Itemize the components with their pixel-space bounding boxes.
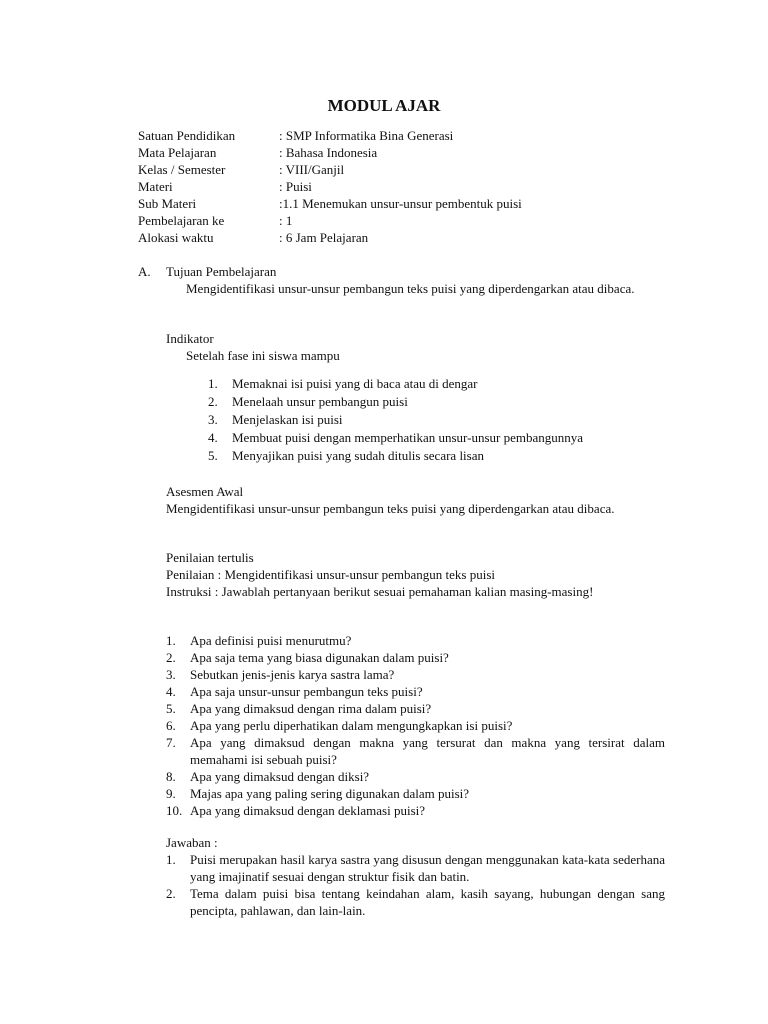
info-row [138, 195, 522, 212]
list-number: 4. [166, 684, 176, 699]
instruksi-text: Instruksi : Jawablah pertanyaan berikut sesuai pemahaman kalian masing-masing! [166, 584, 594, 599]
list-text: Majas apa yang paling sering digunakan dalam puisi? [190, 786, 470, 801]
list-number: 10. [166, 803, 183, 818]
info-label: Pembelajaran ke [138, 213, 225, 228]
list-number: 2. [166, 886, 176, 901]
list-text: Apa yang dimaksud dengan deklamasi puisi? [190, 803, 426, 818]
list-item [166, 734, 665, 768]
list-item [166, 700, 665, 717]
list-number: 1. [166, 633, 176, 648]
list-item [208, 429, 665, 447]
info-label: Satuan Pendidikan [138, 128, 236, 143]
list-text: Puisi merupakan hasil karya sastra yang disusun dengan menggunakan kata-kata sederhana yang imajinatif sesuai dengan struktur fisik dan batin. [190, 852, 665, 884]
info-label: Kelas / Semester [138, 162, 226, 177]
list-text: Menelaah unsur pembangun puisi [232, 394, 408, 409]
section-tujuan [138, 263, 665, 297]
section-letter: A. [138, 264, 151, 279]
list-number: 1. [208, 376, 218, 391]
asesmen-heading: Asesmen Awal [166, 484, 244, 499]
question-list [166, 632, 665, 819]
info-label: Mata Pelajaran [138, 145, 217, 160]
list-item [166, 683, 665, 700]
info-value: : 6 Jam Pelajaran [279, 230, 369, 245]
list-item [208, 375, 665, 393]
info-value: : Bahasa Indonesia [279, 145, 378, 160]
info-row [138, 212, 522, 229]
list-text: Membuat puisi dengan memperhatikan unsur-unsur pembangunnya [232, 430, 584, 445]
list-item [166, 851, 665, 885]
list-text: Menjelaskan isi puisi [232, 412, 343, 427]
indikator-heading: Indikator [166, 331, 214, 346]
jawaban-list [166, 851, 665, 919]
asesmen-block [166, 483, 665, 517]
list-number: 5. [166, 701, 176, 716]
penilaian-line: Penilaian : Mengidentifikasi unsur-unsur pembangun teks puisi [166, 567, 496, 582]
info-row [138, 127, 522, 144]
section-heading [138, 263, 665, 280]
info-value: : 1 [279, 213, 293, 228]
info-table [138, 127, 522, 246]
indikator-list [208, 375, 665, 465]
list-text: Apa saja tema yang biasa digunakan dalam puisi? [190, 650, 449, 665]
list-text: Apa yang dimaksud dengan rima dalam puisi? [190, 701, 432, 716]
list-item [166, 768, 665, 785]
info-label: Alokasi waktu [138, 230, 214, 245]
indikator-intro: Setelah fase ini siswa mampu [186, 348, 340, 363]
info-label: Materi [138, 179, 173, 194]
list-number: 3. [166, 667, 176, 682]
list-text: Apa yang dimaksud dengan makna yang tersurat dan makna yang tersirat dalam memahami isi sebuah puisi? [190, 735, 665, 767]
list-number: 8. [166, 769, 176, 784]
list-item [166, 785, 665, 802]
jawaban-heading: Jawaban : [166, 835, 218, 850]
list-number: 1. [166, 852, 176, 867]
info-row [138, 229, 522, 246]
list-number: 3. [208, 412, 218, 427]
info-value: :1.1 Menemukan unsur-unsur pembentuk puisi [279, 196, 522, 211]
info-row [138, 178, 522, 195]
tujuan-text: Mengidentifikasi unsur-unsur pembangun teks puisi yang diperdengarkan atau dibaca. [186, 281, 635, 296]
list-number: 9. [166, 786, 176, 801]
list-text: Memaknai isi puisi yang di baca atau di dengar [232, 376, 478, 391]
indikator-block [166, 330, 665, 465]
list-text: Apa definisi puisi menurutmu? [190, 633, 352, 648]
asesmen-text: Mengidentifikasi unsur-unsur pembangun teks puisi yang diperdengarkan atau dibaca. [166, 501, 615, 516]
list-item [166, 717, 665, 734]
info-value: : VIII/Ganjil [279, 162, 345, 177]
list-item [166, 802, 665, 819]
list-number: 2. [166, 650, 176, 665]
info-row [138, 161, 522, 178]
list-item [208, 393, 665, 411]
list-item [166, 885, 665, 919]
jawaban-block [166, 834, 665, 919]
list-number: 7. [166, 735, 176, 750]
info-label: Sub Materi [138, 196, 197, 211]
list-number: 6. [166, 718, 176, 733]
page-title: MODUL AJAR [327, 96, 441, 115]
info-row [138, 144, 522, 161]
list-item [166, 649, 665, 666]
info-value: : Puisi [279, 179, 312, 194]
list-text: Apa yang perlu diperhatikan dalam mengungkapkan isi puisi? [190, 718, 513, 733]
list-number: 4. [208, 430, 218, 445]
list-number: 2. [208, 394, 218, 409]
list-text: Apa saja unsur-unsur pembangun teks puisi? [190, 684, 423, 699]
list-item [166, 666, 665, 683]
list-text: Sebutkan jenis-jenis karya sastra lama? [190, 667, 395, 682]
list-text: Apa yang dimaksud dengan diksi? [190, 769, 370, 784]
list-number: 5. [208, 448, 218, 463]
penilaian-block [166, 549, 665, 600]
questions-block [166, 632, 665, 819]
list-item [208, 411, 665, 429]
list-item [208, 447, 665, 465]
list-text: Tema dalam puisi bisa tentang keindahan alam, kasih sayang, hubungan dengan sang pencipta, pahlawan, dan lain-lain. [190, 886, 665, 918]
info-value: : SMP Informatika Bina Generasi [279, 128, 454, 143]
penilaian-heading: Penilaian tertulis [166, 550, 254, 565]
list-text: Menyajikan puisi yang sudah ditulis secara lisan [232, 448, 485, 463]
list-item [166, 632, 665, 649]
section-heading-text: Tujuan Pembelajaran [166, 264, 277, 279]
